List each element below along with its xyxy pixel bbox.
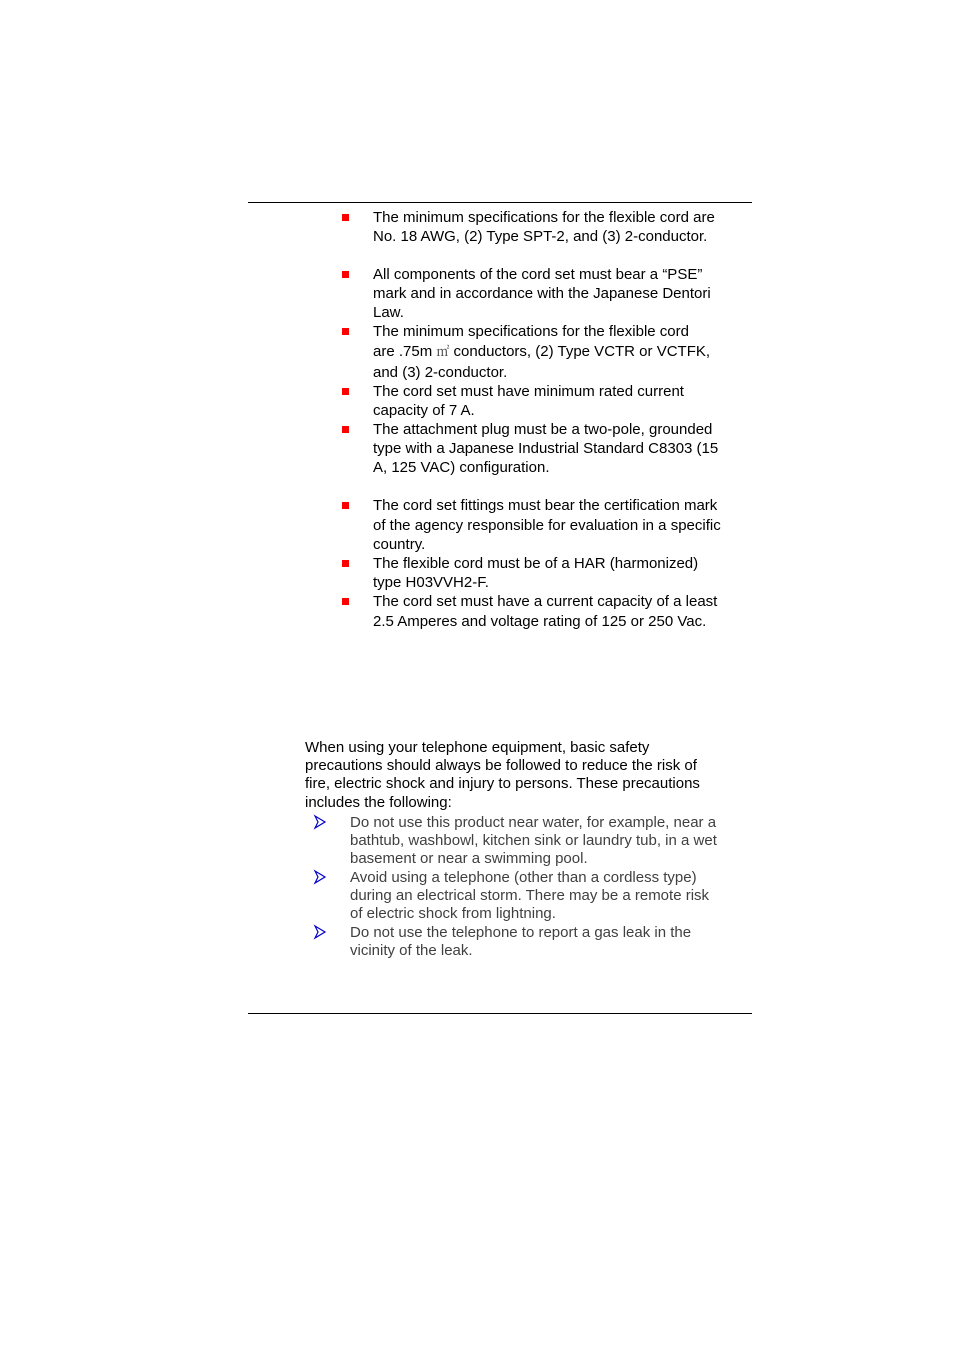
red-square-icon [342,328,349,335]
bottom-rule [248,1013,752,1014]
safety-item-text: Do not use the telephone to report a gas leak in the vicinity of the leak. [350,924,692,960]
bullet-text: The cord set fittings must bear the certification mark of the agency responsible for evaluation in a specific country. [373,497,721,553]
arrow-bullet-icon [313,814,327,830]
bullet-text: The minimum specifications for the flexible cord are No. 18 AWG, (2) Type SPT-2, and (3) 2-conductor. [373,209,715,245]
red-square-icon [342,598,349,605]
red-square-icon [342,271,349,278]
safety-item-text: Do not use this product near water, for example, near a bathtub, washbowl, kitchen sink or laundry tub, in a wet basement or near a swimming pool. [350,814,717,868]
red-square-icon [342,214,349,221]
bullet-text-part: The minimum specifications for the flexible cord are .75m [373,323,689,360]
red-square-icon [342,388,349,395]
arrow-bullet-icon [313,869,327,885]
bullet-text: The cord set must have minimum rated current capacity of 7 A. [373,383,684,419]
arrow-bullet-icon [313,924,327,940]
safety-item-text: Avoid using a telephone (other than a cordless type) during an electrical storm. There may be a remote risk of electric shock from lightning. [350,869,710,923]
red-square-icon [342,502,349,509]
bullet-text [373,322,753,383]
red-square-icon [342,560,349,567]
square-meter-unit: ㎡ [436,345,450,360]
red-square-icon [342,426,349,433]
bullet-text: The flexible cord must be of a HAR (harmonized) type H03VVH2-F. [373,555,699,591]
bullet-text: All components of the cord set must bear a “PSE” mark and in accordance with the Japanese Dentori Law. [373,266,711,321]
bullet-text: The attachment plug must be a two-pole, grounded type with a Japanese Industrial Standard C8303 (15 A, 125 VAC) configuration. [373,421,719,476]
bullet-text: The cord set must have a current capacity of a least 2.5 Amperes and voltage rating of 125 or 250 Vac. [373,593,718,630]
telephone-safety-intro: When using your telephone equipment, basic safety precautions should always be followed to reduce the risk of fire, electric shock and injury to persons. These precautions includes the following: [305,739,700,811]
bullet-text-part: conductors, (2) Type VCTR or VCTFK, and (3) 2-conductor. [373,343,711,381]
top-rule [248,202,752,203]
